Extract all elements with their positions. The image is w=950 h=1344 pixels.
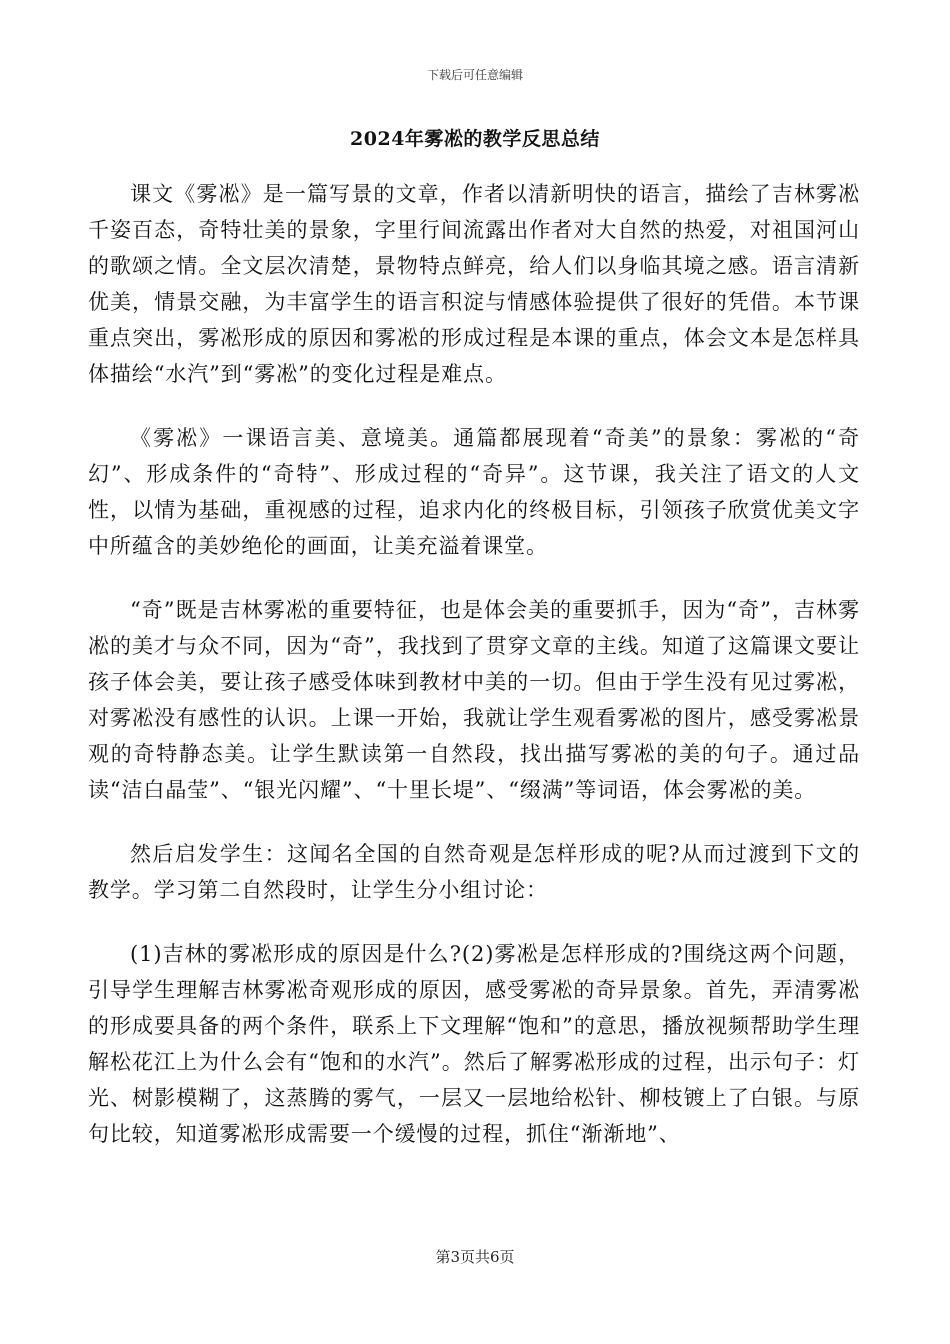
header-note: 下载后可任意编辑 bbox=[426, 68, 523, 82]
document-title: 2024年雾凇的教学反思总结 bbox=[350, 128, 600, 150]
page-number: 第3页共6页 bbox=[435, 1248, 515, 1266]
paragraph-2: 《雾凇》一课语言美、意境美。通篇都展现着“奇美”的景象：雾凇的“奇幻”、形成条件的“奇特”、形成过程的“奇异”。这节课，我关注了语文的人文性，以情为基础，重视感的过程，追求内化的终极目标，引领孩子欣赏优美文字中所蕴含的美妙绝伦的画面，让美充溢着课堂。 bbox=[88, 426, 860, 558]
document-body bbox=[88, 176, 860, 1180]
paragraph-1: 课文《雾凇》是一篇写景的文章，作者以清新明快的语言，描绘了吉林雾凇千姿百态，奇特壮美的景象，字里行间流露出作者对大自然的热爱，对祖国河山的歌颂之情。全文层次清楚，景物特点鲜亮，给人们以身临其境之感。语言清新优美，情景交融，为丰富学生的语言积淀与情感体验提供了很好的凭借。本节课重点突出，雾凇形成的原因和雾凇的形成过程是本课的重点，体会文本是怎样具体描绘“水汽”到“雾凇”的变化过程是难点。 bbox=[88, 182, 860, 386]
paragraph-4: 然后启发学生：这闻名全国的自然奇观是怎样形成的呢?从而过渡到下文的教学。学习第二自然段时，让学生分小组讨论： bbox=[88, 842, 860, 902]
paragraph-3: “奇”既是吉林雾凇的重要特征，也是体会美的重要抓手，因为“奇”，吉林雾凇的美才与众不同，因为“奇”，我找到了贯穿文章的主线。知道了这篇课文要让孩子体会美，要让孩子感受体味到教材中美的一切。但由于学生没有见过雾凇，对雾凇没有感性的认识。上课一开始，我就让学生观看雾凇的图片，感受雾凇景观的奇特静态美。让学生默读第一自然段，找出描写雾凇的美的句子。通过品读“洁白晶莹”、“银光闪耀”、“十里长堤”、“缀满”等词语，体会雾凇的美。 bbox=[88, 598, 860, 802]
paragraph-5: (1)吉林的雾凇形成的原因是什么?(2)雾凇是怎样形成的?围绕这两个问题，引导学生理解吉林雾凇奇观形成的原因，感受雾凇的奇异景象。首先，弄清雾凇的形成要具备的两个条件，联系上下文理解“饱和”的意思，播放视频帮助学生理解松花江上为什么会有“饱和的水汽”。然后了解雾凇形成的过程，出示句子：灯光、树影模糊了，这蒸腾的雾气，一层又一层地给松针、柳枝镀上了白银。与原句比较，知道雾凇形成需要一个缓慢的过程，抓住“渐渐地”、 bbox=[88, 942, 860, 1146]
